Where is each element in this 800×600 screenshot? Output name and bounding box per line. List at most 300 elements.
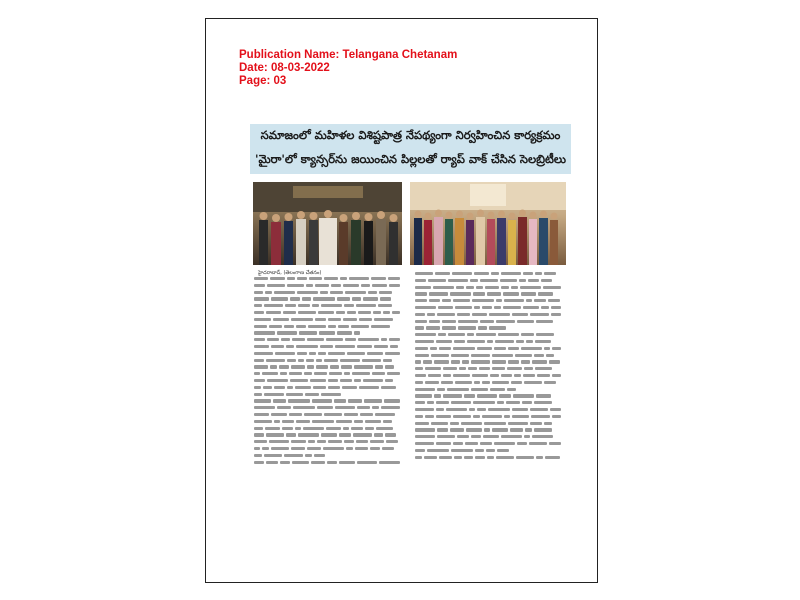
text-word xyxy=(464,394,475,397)
text-word xyxy=(318,311,334,314)
text-word xyxy=(254,338,265,341)
text-word xyxy=(344,304,354,307)
text-word xyxy=(543,286,561,289)
text-word xyxy=(270,277,285,280)
text-word xyxy=(358,338,379,341)
body-text-line xyxy=(415,422,563,429)
text-word xyxy=(264,304,282,307)
text-word xyxy=(293,406,315,409)
text-word xyxy=(524,435,530,438)
text-word xyxy=(254,399,271,402)
text-word xyxy=(304,372,312,375)
text-word xyxy=(254,393,262,396)
text-word xyxy=(316,359,322,362)
text-word xyxy=(437,428,447,431)
text-word xyxy=(320,291,328,294)
body-text-line xyxy=(415,292,563,299)
text-word xyxy=(450,292,471,295)
text-word xyxy=(316,365,328,368)
group-photo-left-image xyxy=(253,182,402,265)
text-word xyxy=(362,359,381,362)
body-text-line xyxy=(254,284,402,291)
text-word xyxy=(439,456,451,459)
headline-line-2: 'మైరా'లో క్యాన్సర్‌ను జయించిన పిల్లలతో ర్యాప్ వాక్ చేసిన సెలబ్రిటీలు xyxy=(254,152,567,166)
text-word xyxy=(327,461,337,464)
body-text-line xyxy=(254,440,402,447)
text-word xyxy=(534,299,545,302)
text-word xyxy=(544,381,555,384)
text-word xyxy=(381,406,400,409)
text-word xyxy=(313,297,335,300)
text-word xyxy=(342,386,357,389)
text-word xyxy=(437,388,446,391)
text-word xyxy=(436,442,451,445)
text-word xyxy=(439,347,451,350)
text-word xyxy=(367,352,384,355)
text-word xyxy=(264,454,282,457)
text-word xyxy=(537,374,550,377)
text-word xyxy=(486,449,495,452)
text-word xyxy=(521,292,536,295)
text-word xyxy=(513,394,534,397)
text-word xyxy=(282,427,293,430)
text-word xyxy=(480,442,492,445)
text-word xyxy=(310,379,326,382)
text-word xyxy=(254,447,260,450)
text-word xyxy=(291,318,312,321)
text-word xyxy=(552,347,561,350)
text-word xyxy=(471,354,490,357)
text-word xyxy=(360,413,373,416)
text-word xyxy=(492,360,507,363)
text-word xyxy=(312,399,332,402)
body-text-line xyxy=(415,374,563,381)
text-word xyxy=(287,359,296,362)
text-word xyxy=(501,272,521,275)
text-word xyxy=(309,352,315,355)
text-word xyxy=(425,415,434,418)
body-text-line xyxy=(415,326,563,333)
text-word xyxy=(330,365,340,368)
text-word xyxy=(361,284,370,287)
text-word xyxy=(321,304,342,307)
text-word xyxy=(415,428,435,431)
text-word xyxy=(340,277,347,280)
text-word xyxy=(298,304,310,307)
text-word xyxy=(434,360,449,363)
text-word xyxy=(284,325,294,328)
text-word xyxy=(307,365,314,368)
text-word xyxy=(477,347,492,350)
text-word xyxy=(499,394,511,397)
body-text-line xyxy=(415,340,563,347)
article-body-column-right xyxy=(415,272,563,462)
text-word xyxy=(328,352,345,355)
text-word xyxy=(277,406,292,409)
text-word xyxy=(347,352,364,355)
text-word xyxy=(320,345,333,348)
text-word xyxy=(428,374,442,377)
body-text-line xyxy=(415,408,563,415)
text-word xyxy=(254,365,268,368)
text-word xyxy=(254,304,262,307)
text-word xyxy=(521,360,529,363)
body-text-line xyxy=(254,386,402,393)
publication-info xyxy=(239,49,457,88)
text-word xyxy=(508,347,519,350)
text-word xyxy=(474,306,480,309)
text-word xyxy=(308,440,315,443)
text-word xyxy=(354,365,373,368)
text-word xyxy=(451,354,468,357)
text-word xyxy=(282,420,294,423)
text-word xyxy=(426,326,440,329)
text-word xyxy=(549,360,560,363)
text-word xyxy=(280,372,287,375)
text-word xyxy=(357,345,372,348)
text-word xyxy=(511,381,522,384)
text-word xyxy=(375,365,383,368)
text-word xyxy=(263,386,272,389)
text-word xyxy=(497,449,509,452)
text-word xyxy=(266,311,282,314)
text-word xyxy=(254,331,275,334)
text-word xyxy=(452,272,472,275)
text-word xyxy=(363,297,378,300)
text-word xyxy=(254,413,269,416)
body-text-line xyxy=(254,406,402,413)
text-word xyxy=(374,345,388,348)
text-word xyxy=(438,306,454,309)
text-word xyxy=(473,415,480,418)
text-word xyxy=(324,277,338,280)
text-word xyxy=(286,345,293,348)
text-word xyxy=(436,401,450,404)
text-word xyxy=(448,279,468,282)
text-word xyxy=(442,326,456,329)
text-word xyxy=(425,367,441,370)
body-text-line xyxy=(415,381,563,388)
text-word xyxy=(488,408,510,411)
text-word xyxy=(512,415,529,418)
text-word xyxy=(352,372,370,375)
body-text-line xyxy=(415,449,563,456)
text-word xyxy=(531,415,549,418)
text-word xyxy=(324,413,343,416)
text-word xyxy=(305,454,311,457)
text-word xyxy=(508,360,519,363)
text-word xyxy=(379,291,392,294)
text-word xyxy=(340,379,352,382)
text-word xyxy=(266,359,285,362)
text-word xyxy=(336,420,353,423)
text-word xyxy=(500,279,517,282)
text-word xyxy=(461,422,482,425)
text-word xyxy=(448,333,465,336)
text-word xyxy=(374,433,383,436)
text-word xyxy=(254,454,262,457)
text-word xyxy=(303,427,324,430)
text-word xyxy=(430,347,438,350)
text-word xyxy=(511,286,518,289)
text-word xyxy=(370,447,380,450)
text-word xyxy=(328,379,338,382)
text-word xyxy=(521,347,542,350)
text-word xyxy=(455,381,472,384)
text-word xyxy=(415,394,432,397)
text-word xyxy=(512,408,529,411)
text-word xyxy=(415,381,423,384)
text-word xyxy=(415,408,434,411)
text-word xyxy=(262,447,269,450)
text-word xyxy=(431,354,449,357)
body-text-line xyxy=(415,360,563,367)
text-word xyxy=(453,374,471,377)
body-text-line xyxy=(254,352,402,359)
text-word xyxy=(415,340,434,343)
text-word xyxy=(274,386,285,389)
body-text-line xyxy=(415,347,563,354)
text-word xyxy=(467,340,485,343)
text-word xyxy=(433,286,455,289)
text-word xyxy=(415,442,434,445)
text-word xyxy=(344,372,350,375)
text-word xyxy=(415,435,435,438)
text-word xyxy=(501,435,522,438)
text-word xyxy=(466,428,482,431)
text-word xyxy=(317,440,326,443)
text-word xyxy=(443,367,458,370)
text-word xyxy=(415,422,429,425)
body-text-line xyxy=(415,354,563,361)
text-word xyxy=(390,345,398,348)
text-word xyxy=(347,311,357,314)
text-word xyxy=(462,360,469,363)
text-word xyxy=(546,354,553,357)
body-text-line xyxy=(415,333,563,340)
text-word xyxy=(383,311,390,314)
text-word xyxy=(271,297,288,300)
text-word xyxy=(381,386,395,389)
text-word xyxy=(254,284,265,287)
text-word xyxy=(523,306,539,309)
text-word xyxy=(441,381,453,384)
text-word xyxy=(337,331,352,334)
text-word xyxy=(436,415,451,418)
text-word xyxy=(508,422,528,425)
text-word xyxy=(415,313,425,316)
text-word xyxy=(453,347,475,350)
text-word xyxy=(289,413,301,416)
text-word xyxy=(330,291,343,294)
text-word xyxy=(271,345,284,348)
text-word xyxy=(550,408,561,411)
text-word xyxy=(297,291,319,294)
text-word xyxy=(470,279,478,282)
text-word xyxy=(335,345,355,348)
text-word xyxy=(536,394,551,397)
text-word xyxy=(552,374,560,377)
text-word xyxy=(315,284,329,287)
body-text-line xyxy=(415,313,563,320)
text-word xyxy=(254,379,265,382)
text-word xyxy=(357,461,377,464)
text-word xyxy=(495,340,513,343)
text-word xyxy=(544,272,557,275)
text-word xyxy=(287,277,295,280)
text-word xyxy=(328,440,342,443)
text-word xyxy=(450,422,459,425)
text-word xyxy=(356,304,376,307)
text-word xyxy=(295,386,311,389)
text-word xyxy=(415,347,428,350)
text-word xyxy=(254,277,268,280)
text-word xyxy=(545,456,560,459)
text-word xyxy=(485,286,499,289)
text-word xyxy=(304,413,322,416)
text-word xyxy=(254,359,264,362)
text-word xyxy=(415,333,436,336)
newspaper-clipping-page xyxy=(205,18,598,583)
text-word xyxy=(374,318,393,321)
text-word xyxy=(496,299,502,302)
article-dateline: హైదరాబాద్, (తెలంగాణ చేతనం) xyxy=(258,270,322,276)
text-word xyxy=(254,297,269,300)
text-word xyxy=(269,440,289,443)
text-word xyxy=(522,401,531,404)
text-word xyxy=(454,340,464,343)
text-word xyxy=(386,440,397,443)
text-word xyxy=(472,299,494,302)
text-word xyxy=(503,292,519,295)
text-word xyxy=(326,338,344,341)
text-word xyxy=(534,401,552,404)
text-word xyxy=(313,386,326,389)
text-word xyxy=(551,306,561,309)
text-word xyxy=(321,393,341,396)
text-word xyxy=(536,320,554,323)
text-word xyxy=(534,428,552,431)
text-word xyxy=(478,326,486,329)
text-word xyxy=(376,427,393,430)
text-word xyxy=(450,428,465,431)
text-word xyxy=(530,422,542,425)
text-word xyxy=(273,399,286,402)
text-word xyxy=(345,338,355,341)
text-word xyxy=(455,306,472,309)
text-word xyxy=(504,415,511,418)
text-word xyxy=(382,447,394,450)
text-word xyxy=(443,374,450,377)
text-word xyxy=(476,333,496,336)
text-word xyxy=(378,304,392,307)
text-word xyxy=(291,447,304,450)
body-text-line xyxy=(415,388,563,395)
text-word xyxy=(267,338,279,341)
text-word xyxy=(381,338,387,341)
text-word xyxy=(428,279,447,282)
text-word xyxy=(506,401,521,404)
text-word xyxy=(290,297,300,300)
text-word xyxy=(536,456,542,459)
text-word xyxy=(307,447,322,450)
text-word xyxy=(492,354,513,357)
text-word xyxy=(307,338,324,341)
text-word xyxy=(529,442,548,445)
text-word xyxy=(536,333,555,336)
text-word xyxy=(524,367,533,370)
body-text-line xyxy=(415,442,563,449)
text-word xyxy=(523,272,533,275)
text-word xyxy=(443,394,462,397)
text-word xyxy=(354,379,361,382)
text-word xyxy=(254,318,271,321)
text-word xyxy=(277,331,297,334)
text-word xyxy=(516,340,524,343)
text-word xyxy=(468,367,476,370)
body-text-line xyxy=(254,420,402,427)
text-word xyxy=(275,352,295,355)
body-text-line xyxy=(254,399,402,406)
text-word xyxy=(383,359,391,362)
text-word xyxy=(492,381,508,384)
text-word xyxy=(491,272,499,275)
text-word xyxy=(431,422,448,425)
group-photo-left xyxy=(253,182,402,265)
publication-date: Date: 08-03-2022 xyxy=(239,62,330,74)
text-word xyxy=(349,277,369,280)
text-word xyxy=(340,359,359,362)
text-word xyxy=(306,284,313,287)
text-word xyxy=(415,286,431,289)
text-word xyxy=(372,406,379,409)
text-word xyxy=(535,272,542,275)
text-word xyxy=(343,427,350,430)
text-word xyxy=(512,313,529,316)
text-word xyxy=(477,408,486,411)
body-text-line xyxy=(254,372,402,379)
body-text-line xyxy=(415,456,563,462)
body-text-line xyxy=(254,379,402,386)
text-word xyxy=(254,386,261,389)
body-text-line xyxy=(254,427,402,434)
text-word xyxy=(492,428,508,431)
text-word xyxy=(423,360,432,363)
text-word xyxy=(415,326,424,329)
text-word xyxy=(471,435,481,438)
body-text-line xyxy=(254,345,402,352)
text-word xyxy=(427,449,449,452)
text-word xyxy=(308,325,326,328)
text-word xyxy=(484,422,506,425)
text-word xyxy=(525,428,532,431)
text-word xyxy=(501,374,512,377)
text-word xyxy=(427,313,435,316)
text-word xyxy=(437,435,456,438)
text-word xyxy=(458,326,477,329)
text-word xyxy=(490,388,506,391)
text-word xyxy=(354,331,360,334)
text-word xyxy=(271,447,289,450)
text-word xyxy=(466,286,474,289)
body-text-line xyxy=(415,272,563,279)
text-word xyxy=(271,413,287,416)
text-word xyxy=(429,292,448,295)
text-word xyxy=(296,345,318,348)
text-word xyxy=(254,461,264,464)
text-word xyxy=(517,442,527,445)
text-word xyxy=(262,372,278,375)
